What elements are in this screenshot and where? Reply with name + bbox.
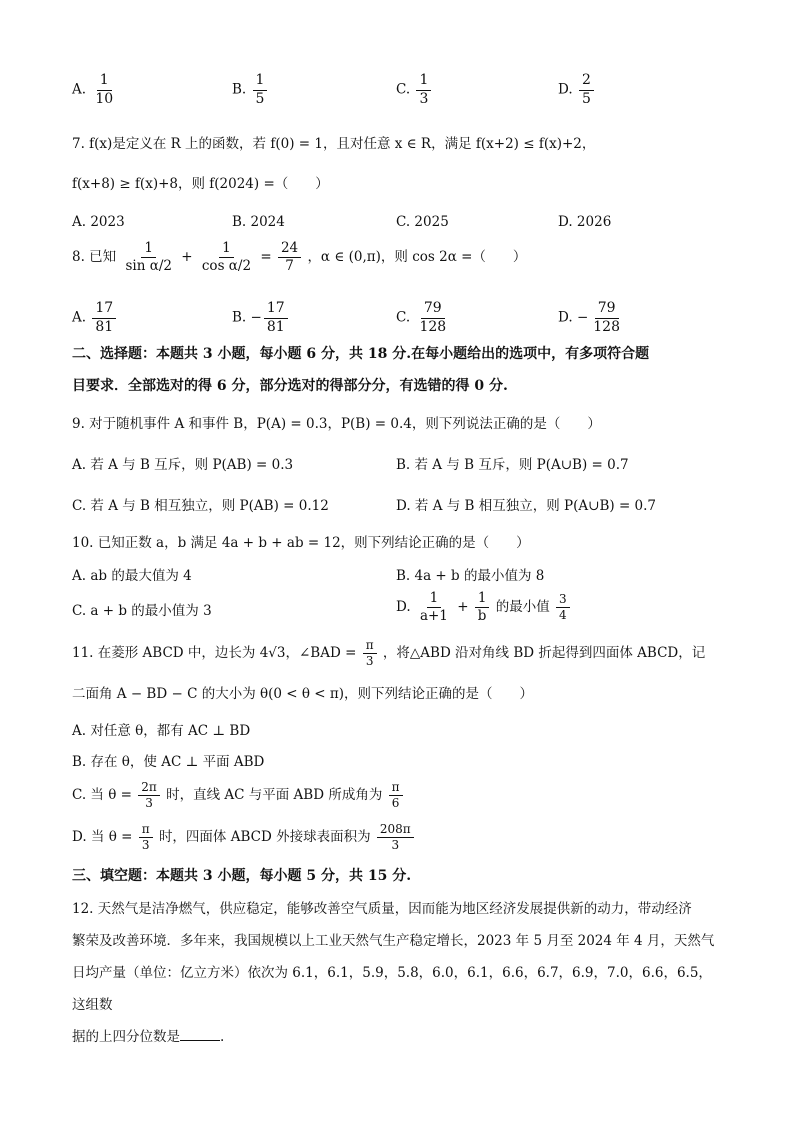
numerator: 1 [253, 72, 268, 91]
numerator: 1 [141, 240, 156, 258]
denominator: 128 [419, 318, 447, 335]
denominator: cos α/2 [201, 257, 252, 274]
fraction [377, 822, 414, 853]
numerator: 2 [579, 72, 594, 91]
q6-option-b [232, 72, 269, 108]
q12-line2: 繁荣及改善环境．多年来，我国规模以上工业天然气生产稳定增长，2023 年 5 月至 2024 年 4 月，天然气 [72, 933, 715, 949]
numerator: 1 [416, 72, 431, 91]
option-label: D. [558, 81, 573, 98]
numerator: π [139, 822, 153, 838]
numerator: 79 [421, 300, 445, 319]
denominator: 81 [266, 318, 285, 335]
fraction [264, 300, 288, 336]
denominator: 5 [581, 90, 591, 107]
denominator: 10 [95, 90, 114, 107]
q7-option-c: C. 2025 [396, 214, 449, 230]
numerator: 79 [595, 300, 619, 319]
option-text: C. 当 θ = [72, 787, 132, 803]
denominator: 3 [145, 796, 153, 810]
q8-option-d [558, 300, 625, 336]
q9-option-d: D. 若 A 与 B 相互独立，则 P(A∪B) = 0.7 [396, 498, 657, 514]
q10-stem: 10. 已知正数 a，b 满足 4a + b + ab = 12，则下列结论正确的是（ ） [72, 535, 530, 551]
q10-option-a: A. ab 的最大值为 4 [72, 568, 192, 584]
numerator: 1 [475, 590, 490, 608]
minus-sign: − [576, 309, 589, 326]
fraction [416, 300, 449, 336]
q11-option-d [72, 822, 416, 853]
plus-sign: + [181, 248, 193, 265]
fraction [475, 590, 490, 625]
q6-option-a [72, 72, 118, 108]
denominator: 7 [285, 257, 294, 274]
q7-option-b: B. 2024 [232, 214, 285, 230]
numerator: 3 [556, 592, 570, 608]
option-label: D. [396, 598, 411, 615]
fraction [590, 300, 623, 336]
q11-option-c [72, 780, 405, 811]
section-2-heading-line1: 二、选择题：本题共 3 小题，每小题 6 分，共 18 分.在每小题给出的选项中，有多项符合题 [72, 346, 650, 362]
denominator: 81 [95, 318, 114, 335]
denominator: 3 [141, 838, 150, 852]
q8-option-c [396, 300, 451, 336]
q10-option-b: B. 4a + b 的最小值为 8 [396, 568, 545, 584]
q9-option-c: C. 若 A 与 B 相互独立，则 P(AB) = 0.12 [72, 498, 329, 514]
denominator: 4 [559, 607, 567, 622]
fraction [416, 72, 431, 108]
denominator: 5 [255, 90, 265, 107]
option-label: B. [232, 81, 247, 98]
q12-line1: 12. 天然气是洁净燃气，供应稳定，能够改善空气质量，因而能为地区经济发展提供新的动力，带动经济 [72, 901, 692, 917]
q8-suffix: ，α ∈ (0,π)，则 cos 2α =（ ） [307, 248, 527, 265]
numerator: 2π [138, 780, 160, 796]
option-text: 的最小值 [495, 598, 550, 615]
plus-sign: + [457, 598, 469, 615]
q7-stem-line1: 7. f(x)是定义在 R 上的函数，若 f(0) = 1，且对任意 x ∈ R，满足 f(x+2) ≤ f(x)+2， [72, 136, 596, 152]
q7-option-d: D. 2026 [558, 214, 612, 230]
fraction [363, 638, 377, 669]
q9-stem: 9. 对于随机事件 A 和事件 B，P(A) = 0.3，P(B) = 0.4，则下列说法正确的是（ ） [72, 416, 601, 432]
q8-stem [72, 240, 526, 275]
fraction [389, 780, 403, 811]
section-3-heading: 三、填空题：本题共 3 小题，每小题 5 分，共 15 分. [72, 868, 412, 884]
denominator: b [477, 607, 487, 624]
q11-stem-line1 [72, 638, 705, 669]
q12-line4-text: 据的上四分位数是 [72, 1029, 180, 1045]
q6-option-c [396, 72, 433, 108]
q7-stem-line2: f(x+8) ≥ f(x)+8，则 f(2024) =（ ） [72, 176, 329, 192]
fraction [199, 240, 254, 275]
q9-option-b: B. 若 A 与 B 互斥，则 P(A∪B) = 0.7 [396, 457, 629, 473]
q11-option-b: B. 存在 θ，使 AC ⊥ 平面 ABD [72, 754, 265, 770]
q11-option-a: A. 对任意 θ，都有 AC ⊥ BD [72, 723, 251, 739]
option-label: B. [232, 309, 247, 326]
q10-option-c: C. a + b 的最小值为 3 [72, 603, 212, 619]
fraction [556, 592, 570, 623]
q8-prefix: 8. 已知 [72, 248, 117, 265]
fraction [579, 72, 594, 108]
option-label: C. [396, 309, 411, 326]
fraction [253, 72, 268, 108]
option-label: D. [558, 309, 573, 326]
q7-option-a: A. 2023 [72, 214, 125, 230]
denominator: 6 [391, 796, 400, 810]
numerator: 17 [264, 300, 288, 319]
denominator: sin α/2 [125, 257, 172, 274]
option-text: D. 当 θ = [72, 829, 133, 845]
q12-paragraph [72, 893, 722, 1053]
numerator: 208π [377, 822, 414, 838]
fraction [92, 300, 116, 336]
option-label: C. [396, 81, 411, 98]
option-text: 时，直线 AC 与平面 ABD 所成角为 [166, 787, 383, 803]
option-text: 时，四面体 ABCD 外接球表面积为 [158, 829, 371, 845]
denominator: 3 [365, 654, 374, 668]
option-label: A. [72, 309, 87, 326]
numerator: 1 [427, 590, 442, 608]
numerator: 1 [219, 240, 234, 258]
equals-sign: = [260, 248, 272, 265]
q10-option-d [396, 590, 572, 625]
numerator: 24 [278, 240, 301, 258]
denominator: 3 [391, 838, 400, 852]
q11-stem-pre: 11. 在菱形 ABCD 中，边长为 4√3，∠BAD = [72, 645, 357, 661]
denominator: 128 [593, 318, 620, 335]
q12-line4 [72, 1021, 722, 1053]
q6-option-d [558, 72, 596, 108]
option-label: A. [72, 81, 87, 98]
section-2-heading-line2: 目要求．全部选对的得 6 分，部分选对的得部分分，有选错的得 0 分. [72, 378, 508, 394]
fraction [138, 780, 160, 811]
fraction [417, 590, 451, 625]
fraction [139, 822, 153, 853]
numerator: 1 [97, 72, 112, 91]
q12-line3: 日均产量（单位：亿立方米）依次为 6.1，6.1，5.9，5.8，6.0，6.1，6.6，6.7，6.9，7.0，6.6，6.5，这组数 [72, 965, 712, 1013]
q11-stem-line2: 二面角 A − BD − C 的大小为 θ(0 < θ < π)，则下列结论正确的是（ ） [72, 686, 534, 702]
answer-blank[interactable] [180, 1028, 220, 1041]
numerator: π [363, 638, 377, 654]
q8-option-b [232, 300, 290, 336]
numerator: 17 [92, 300, 116, 319]
q12-line4-end: . [220, 1029, 225, 1045]
minus-sign: − [250, 309, 262, 326]
numerator: π [389, 780, 403, 796]
q8-option-a [72, 300, 118, 336]
denominator: 3 [419, 90, 429, 107]
denominator: a+1 [419, 607, 448, 624]
q11-stem-post: ，将△ABD 沿对角线 BD 折起得到四面体 ABCD，记 [382, 645, 706, 661]
fraction [92, 72, 116, 108]
q9-option-a: A. 若 A 与 B 互斥，则 P(AB) = 0.3 [72, 457, 294, 473]
fraction [278, 240, 301, 275]
fraction [122, 240, 175, 275]
